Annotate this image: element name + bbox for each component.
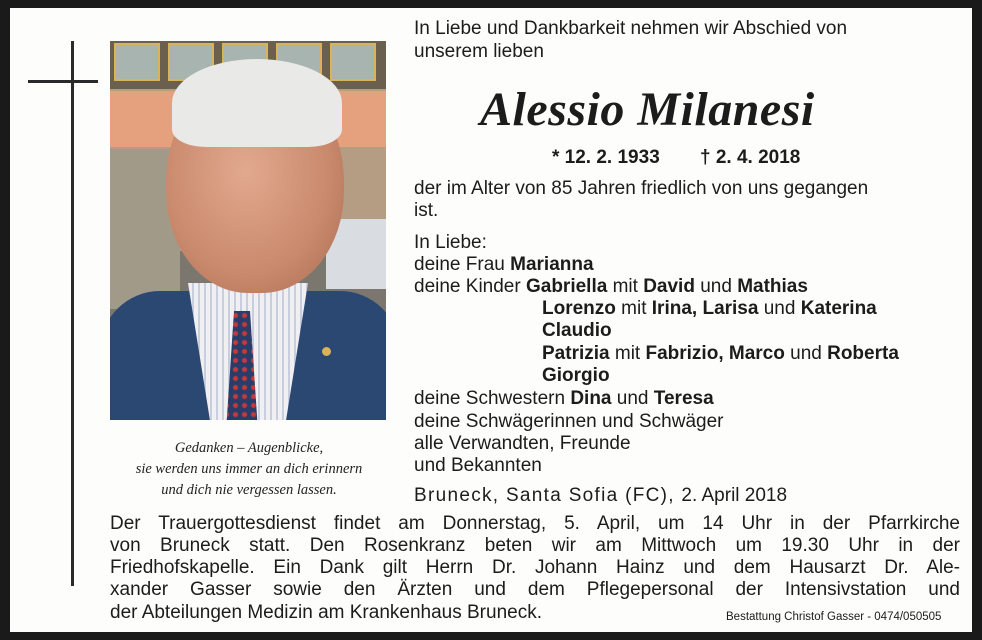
- age-line-1: der im Alter von 85 Jahren friedlich von uns gegangen: [414, 178, 869, 199]
- service-line-3: Friedhofskapelle. Ein Dank gilt Herrn Dr. Johann Hainz und dem Hausarzt Dr. Ale-: [110, 557, 960, 578]
- cross-icon: [71, 41, 74, 586]
- acquaintances-line: und Bekannten: [414, 455, 542, 476]
- service-line-5: der Abteilungen Medizin am Krankenhaus Bruneck.: [110, 602, 542, 623]
- deceased-name: Alessio Milanesi: [480, 83, 815, 136]
- children-line-3: Claudio: [542, 320, 612, 341]
- obituary-sheet: [10, 8, 972, 632]
- service-line-1: Der Trauergottesdienst findet am Donnerstag, 5. April, um 14 Uhr in der Pfarrkirche: [110, 513, 960, 534]
- in-laws-line: deine Schwägerinnen und Schwäger: [414, 411, 724, 432]
- children-line-4: Patrizia mit Fabrizio, Marco und Roberta: [542, 343, 899, 364]
- in-liebe-label: In Liebe:: [414, 232, 487, 253]
- intro-line-2: unserem lieben: [414, 41, 544, 62]
- memorial-quote: Gedanken – Augenblicke, sie werden uns immer an dich erinnern und dich nie vergessen lassen.: [135, 440, 363, 498]
- portrait-photo: [110, 41, 386, 420]
- siblings-line: deine Schwestern Dina und Teresa: [414, 388, 714, 409]
- death-date: † 2. 4. 2018: [700, 147, 801, 168]
- place-date-line: Bruneck, Santa Sofia (FC), 2. April 2018: [414, 485, 788, 506]
- service-line-4: xander Gasser sowie den Ärzten und dem Pflegepersonal der Intensivstation und: [110, 579, 960, 600]
- undertaker-credit: Bestattung Christof Gasser - 0474/050505: [726, 611, 942, 623]
- wife-line: deine Frau Marianna: [414, 254, 594, 275]
- age-line-2: ist.: [414, 200, 439, 221]
- children-line-5: Giorgio: [542, 365, 610, 386]
- service-line-2: von Bruneck statt. Den Rosenkranz beten wir am Mittwoch um 19.30 Uhr in der: [110, 535, 960, 556]
- children-line-1: deine Kinder Gabriella mit David und Mathias: [414, 276, 808, 297]
- birth-date: * 12. 2. 1933: [552, 147, 660, 168]
- intro-line-1: In Liebe und Dankbarkeit nehmen wir Abschied von: [414, 18, 848, 39]
- relatives-line: alle Verwandten, Freunde: [414, 433, 631, 454]
- children-line-2: Lorenzo mit Irina, Larisa und Katerina: [542, 298, 877, 319]
- cross-icon-bar: [28, 80, 98, 83]
